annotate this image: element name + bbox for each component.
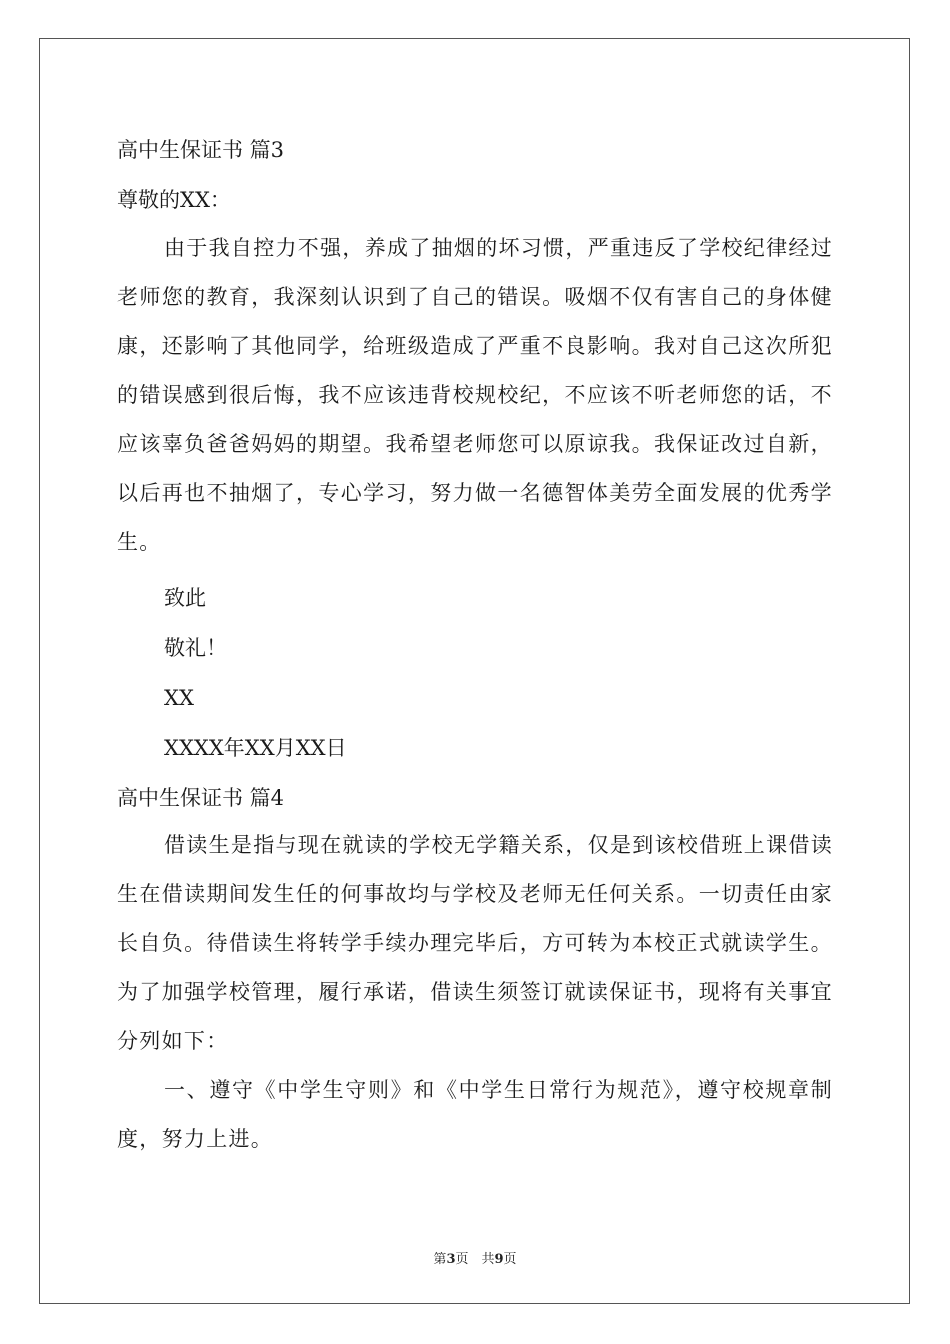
footer-suffix: 页 (503, 1252, 517, 1267)
footer-current-page: 3 (446, 1252, 456, 1267)
date-line: XXXX年XX月XX日 (164, 736, 347, 760)
closing-line-2: 敬礼！ (164, 636, 227, 660)
footer-total-pages: 9 (494, 1252, 504, 1267)
section-4-title: 高中生保证书 篇4 (117, 786, 285, 810)
section-3-title: 高中生保证书 篇3 (117, 138, 285, 162)
section-4-paragraph-1: 借读生是指与现在就读的学校无学籍关系，仅是到该校借班上课借读生在借读期间发生任的何事故均与学校及老师无任何关系。一切责任由家长自负。待借读生将转学手续办理完毕后，方可转为本校正式就读学生。为了加强学校管理，履行承诺，借读生须签订就读保证书，现将有关事宜分列如下： (117, 833, 833, 1053)
page-footer (0, 1248, 950, 1267)
footer-prefix: 第 (433, 1252, 447, 1267)
signature: XX (164, 686, 194, 710)
closing-line-1: 致此 (164, 586, 206, 610)
salutation: 尊敬的XX： (117, 188, 231, 212)
footer-mid: 页 共 (455, 1252, 495, 1267)
section-3-body: 由于我自控力不强，养成了抽烟的坏习惯，严重违反了学校纪律经过老师您的教育，我深刻认识到了自己的错误。吸烟不仅有害自己的身体健康，还影响了其他同学，给班级造成了严重不良影响。我对自己这次所犯的错误感到很后悔，我不应该违背校规校纪，不应该不听老师您的话，不应该辜负爸爸妈妈的期望。我希望老师您可以原谅我。我保证改过自新，以后再也不抽烟了，专心学习，努力做一名德智体美劳全面发展的优秀学生。 (117, 236, 833, 554)
section-4-paragraph-2: 一、遵守《中学生守则》和《中学生日常行为规范》，遵守校规章制度，努力上进。 (117, 1078, 833, 1151)
